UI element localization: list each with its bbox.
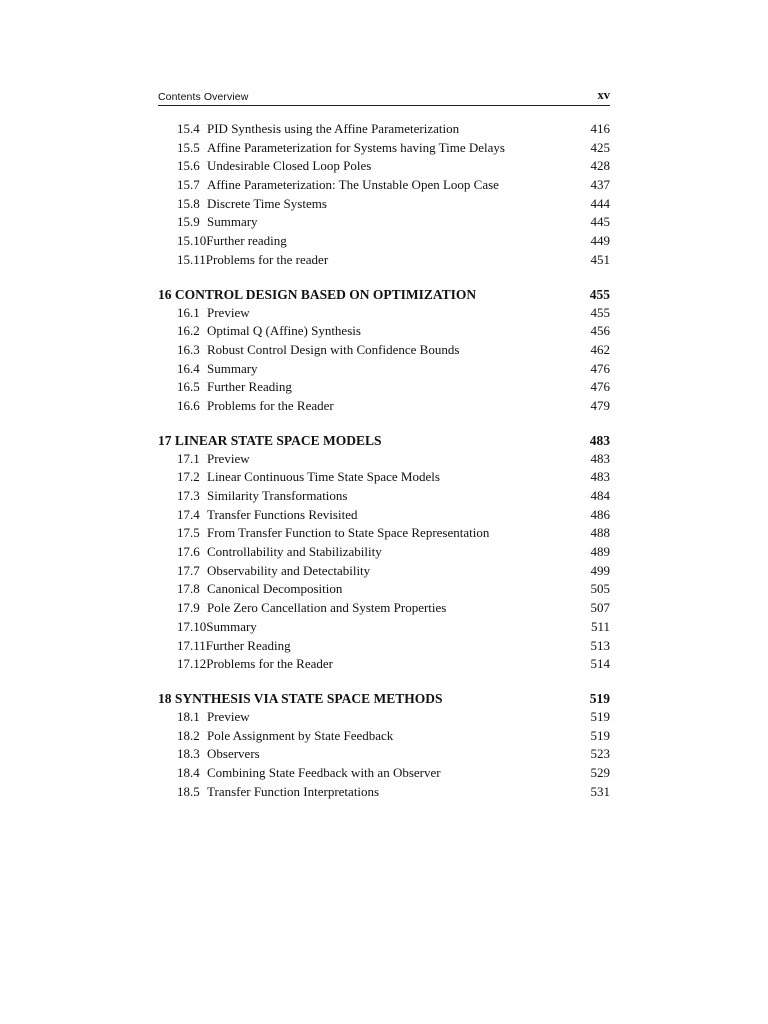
section-page-number: 437 [590,177,610,193]
toc-entry-label [177,397,334,416]
toc-entry[interactable] [158,341,610,360]
toc-entry[interactable] [158,213,610,232]
toc-entry-label [177,506,357,525]
section-page-number: 483 [590,450,610,466]
toc-entry[interactable] [158,745,610,764]
toc-entry-label [177,599,446,618]
section-number: 17.1 [177,450,200,466]
section-number: 16.5 [177,379,200,395]
running-head-title: Contents Overview [158,91,249,103]
toc-entry-label [177,195,327,214]
toc-entry[interactable] [158,506,610,525]
section-number: 18.4 [177,764,200,780]
section-page-number: 444 [590,195,610,211]
section-number: 16.6 [177,397,200,413]
toc-entry-label [177,304,250,323]
toc-entry[interactable] [158,524,610,543]
chapter-page-number: 455 [589,286,610,302]
section-page-number: 476 [590,379,610,395]
section-page-number: 479 [590,397,610,413]
toc-entry-label [177,360,258,379]
section-title: Canonical Decomposition [207,581,343,597]
section-title: Optimal Q (Affine) Synthesis [207,323,361,339]
toc-entry-label [177,524,489,543]
toc-entry[interactable] [158,543,610,562]
section-page-number: 476 [590,360,610,376]
chapter-block [158,431,610,674]
toc-entry-label [177,727,393,746]
section-page-number: 416 [590,121,610,136]
toc-entry[interactable] [158,450,610,469]
section-title: Problems for the reader [205,251,329,267]
toc-entry-label [177,637,291,656]
section-page-number: 425 [590,139,610,155]
section-number: 17.3 [177,488,200,503]
section-title: Preview [207,304,250,320]
toc-entry[interactable] [158,487,610,506]
section-title: Summary [207,360,258,376]
toc-entry-label [177,157,371,176]
toc-entry-label [177,655,333,674]
toc-entry[interactable] [158,157,610,176]
toc-entry[interactable] [158,599,610,618]
section-title: Further Reading [207,379,292,395]
section-title: Observers [207,746,260,762]
section-number: 15.8 [177,195,200,211]
section-page-number: 531 [590,783,610,799]
section-title: Linear Continuous Time State Space Models [207,469,440,485]
toc-entry[interactable] [158,251,610,270]
toc-entry[interactable] [158,764,610,783]
toc-entry[interactable] [158,562,610,581]
section-number: 16.2 [177,323,200,339]
chapter-heading[interactable] [158,285,610,304]
section-title: Pole Assignment by State Feedback [207,727,394,743]
section-page-number: 462 [590,341,610,357]
toc-entry-label [177,745,260,764]
chapter-heading[interactable] [158,431,610,450]
toc-entry-label [177,232,287,251]
section-page-number: 513 [590,637,610,653]
section-page-number: 483 [590,469,610,485]
toc-entry-label [177,341,459,360]
section-number: 17.8 [177,581,200,597]
section-page-number: 484 [590,488,610,503]
chapter-title: 17 LINEAR STATE SPACE MODELS [158,432,382,448]
toc-entry[interactable] [158,232,610,251]
section-title: PID Synthesis using the Affine Parameterization [207,121,460,136]
toc-entry-label [177,764,441,783]
toc-entry[interactable] [158,468,610,487]
section-number: 17.9 [177,600,200,616]
toc-entry-label [177,618,257,637]
section-page-number: 523 [590,746,610,762]
chapter-15-continued [158,120,610,270]
section-title: Undesirable Closed Loop Poles [207,158,372,174]
section-number: 15.9 [177,214,200,230]
section-title: Summary [206,618,257,634]
chapter-page-number: 519 [589,690,610,706]
toc-entry[interactable] [158,580,610,599]
section-page-number: 499 [590,562,610,578]
toc-entry[interactable] [158,397,610,416]
toc-entry-label [177,378,292,397]
section-title: Affine Parameterization for Systems having Time Delays [207,139,505,155]
section-page-number: 505 [590,581,610,597]
toc-entry[interactable] [158,176,610,195]
section-page-number: 449 [590,233,610,249]
section-number: 18.1 [177,708,200,724]
section-title: Preview [207,708,250,724]
section-number: 17.7 [177,562,200,578]
toc-entry-label [177,450,250,469]
section-title: Transfer Function Interpretations [207,783,380,799]
section-number: 18.5 [177,783,200,799]
section-page-number: 486 [590,506,610,522]
section-title: Combining State Feedback with an Observer [207,764,441,780]
toc-entry[interactable] [158,304,610,323]
toc-entry[interactable] [158,708,610,727]
chapter-title: 18 SYNTHESIS VIA STATE SPACE METHODS [158,690,443,706]
section-number: 15.4 [177,121,200,136]
section-number: 17.2 [177,469,200,485]
section-page-number: 489 [590,544,610,560]
section-page-number: 514 [590,656,610,672]
page-number: xv [597,88,610,102]
toc-entry[interactable] [158,195,610,214]
running-head [158,86,610,106]
toc-entry[interactable] [158,727,610,746]
section-page-number: 529 [590,764,610,780]
section-number: 18.2 [177,727,200,743]
section-title: Discrete Time Systems [207,195,327,211]
section-number: 17.6 [177,544,200,560]
chapter-list [158,285,610,802]
section-number: 17.5 [177,525,200,541]
chapter-block [158,689,610,801]
section-number: 17.10 [177,618,207,634]
toc-entry-label [177,580,342,599]
section-page-number: 456 [590,323,610,339]
section-page-number: 451 [590,251,610,267]
section-number: 15.5 [177,139,200,155]
section-page-number: 519 [590,727,610,743]
toc-page [158,86,610,816]
section-title: From Transfer Function to State Space Representation [207,525,490,541]
section-number: 17.4 [177,506,200,522]
section-title: Robust Control Design with Confidence Bounds [207,341,460,357]
toc-entry[interactable] [158,783,610,802]
chapter-page-number: 483 [589,432,610,448]
section-title: Preview [207,450,250,466]
section-page-number: 428 [590,158,610,174]
section-title: Pole Zero Cancellation and System Properties [207,600,447,616]
toc-entry-label [177,487,347,506]
section-number: 16.3 [177,341,200,357]
toc-entry-label [177,176,499,195]
toc-entry[interactable] [158,322,610,341]
toc-entry[interactable] [158,378,610,397]
toc-entry[interactable] [158,655,610,674]
section-page-number: 511 [590,618,610,634]
toc-entry[interactable] [158,618,610,637]
toc-entry-label [177,783,379,802]
section-title: Transfer Functions Revisited [207,506,358,522]
section-title: Further reading [206,233,287,249]
section-title: Further Reading [205,637,291,653]
section-title: Controllability and Stabilizability [207,544,382,560]
chapter-block [158,285,610,416]
section-number: 15.10 [177,233,207,249]
toc-entry-label [177,468,440,487]
section-title: Affine Parameterization: The Unstable Open Loop Case [207,177,499,193]
section-page-number: 455 [590,304,610,320]
section-title: Similarity Transformations [207,488,348,503]
toc-entry[interactable] [158,139,610,158]
chapter-heading[interactable] [158,689,610,708]
toc-entry-label [177,543,382,562]
section-number: 17.12 [177,656,207,672]
toc-entry-label [177,251,328,270]
toc-entry[interactable] [158,637,610,656]
section-number: 17.11 [177,637,206,653]
section-page-number: 488 [590,525,610,541]
section-title: Problems for the Reader [206,656,333,672]
section-number: 16.4 [177,360,200,376]
toc-entry-label [177,120,459,139]
section-title: Observability and Detectability [207,562,371,578]
section-title: Summary [207,214,258,230]
toc-entry-label [177,708,250,727]
section-number: 18.3 [177,746,200,762]
toc-entry-label [177,213,258,232]
section-number: 16.1 [177,304,200,320]
toc-entry-label [177,322,361,341]
section-title: Problems for the Reader [207,397,334,413]
section-number: 15.11 [177,251,206,267]
table-of-contents [158,120,610,801]
toc-entry-label [177,139,505,158]
section-page-number: 519 [590,708,610,724]
toc-entry[interactable] [158,120,610,139]
toc-entry-label [177,562,370,581]
toc-entry[interactable] [158,360,610,379]
section-number: 15.7 [177,177,200,193]
chapter-title: 16 CONTROL DESIGN BASED ON OPTIMIZATION [158,286,477,302]
section-number: 15.6 [177,158,200,174]
section-page-number: 445 [590,214,610,230]
section-page-number: 507 [590,600,610,616]
